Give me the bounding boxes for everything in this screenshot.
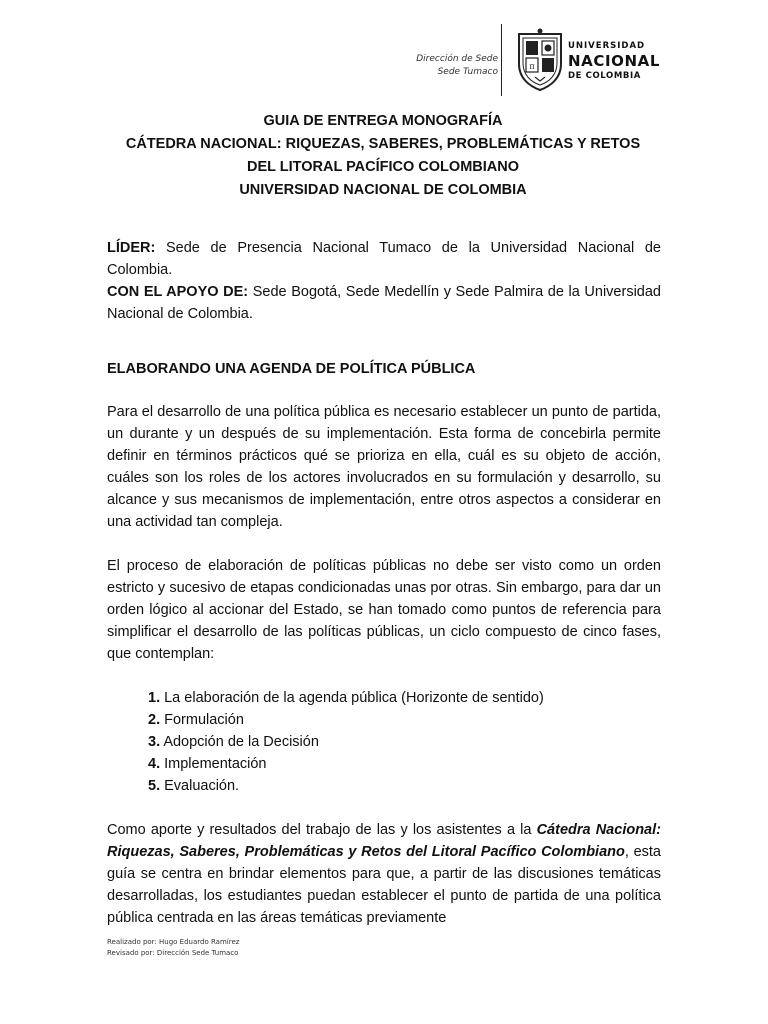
paragraph-3 [107,819,661,929]
list-item [148,775,661,797]
list-item [148,731,661,753]
phase-text: Adopción de la Decisión [160,734,319,750]
paragraph-1: Para el desarrollo de una política pública es necesario establecer un punto de partida, un durante y un después de su implementación. Esta forma de concebirla permite definir en términos prácticos qué se prioriza en ella, cuál es su objeto de acción, cuáles son los roles de los actores involucrados en su formulación y desarrollo, su alcance y sus mecanismos de implementación, entre otros aspectos a considerar en una actividad tan compleja. [107,404,661,530]
header-divider [501,24,502,96]
svg-text:π: π [529,62,535,71]
list-item [148,687,661,709]
phase-number: 3. [148,734,161,750]
phase-list [107,687,661,797]
document-body [107,237,661,929]
sede-label [412,53,498,79]
title-line-4: UNIVERSIDAD NACIONAL DE COLOMBIA [239,182,527,198]
catedra-name: Cátedra Nacional: Riquezas, Saberes, Problemáticas y Retos del Litoral Pacífico Colombiano [107,822,661,860]
page-footer [107,937,239,959]
university-line-2: NACIONAL [568,52,661,70]
phase-number: 5. [148,778,161,794]
support-label: CON EL APOYO DE: [107,284,249,300]
paragraph-2: El proceso de elaboración de políticas públicas no debe ser visto como un orden estricto y sucesivo de etapas condicionadas unas por otras. Sin embargo, para dar un orden lógico al accionar del Estado, se han tomado como puntos de referencia para simplificar el desarrollo de las políticas públicas, un ciclo compuesto de cinco fases, que contemplan: [107,558,661,662]
paragraph-3-part-2: , esta guía se centra en brindar elementos para que, a partir de las discusiones temáticas desarrolladas, los estudiantes puedan establecer el punto de partida de una política pública centrada en las áreas temáticas previamente [107,844,661,926]
support-text: Sede Bogotá, Sede Medellín y Sede Palmira de la Universidad Nacional de Colombia. [107,284,661,322]
title-line-2: CÁTEDRA NACIONAL: RIQUEZAS, SABERES, PROBLEMÁTICAS Y RETOS [125,136,641,152]
title-line-3: DEL LITORAL PACÍFICO COLOMBIANO [246,159,519,175]
leader-text: Sede de Presencia Nacional Tumaco de la Universidad Nacional de Colombia. [107,240,661,278]
sede-line-2: Sede Tumaco [437,67,498,77]
phase-number: 4. [148,756,161,772]
letterhead [412,20,664,100]
phase-text: Implementación [160,756,267,772]
phase-text: La elaboración de la agenda pública (Horizonte de sentido) [160,690,544,706]
document-title [100,110,666,202]
phase-number: 2. [148,712,161,728]
sede-line-1: Dirección de Sede [416,54,498,64]
footer-author: Realizado por: Hugo Eduardo Ramírez [107,938,240,946]
phase-text: Formulación [160,712,244,728]
section-title: ELABORANDO UNA AGENDA DE POLÍTICA PÚBLICA [107,361,476,377]
university-line-1: UNIVERSIDAD [568,41,646,51]
university-name [568,40,664,82]
list-item [148,709,661,731]
title-line-1: GUIA DE ENTREGA MONOGRAFÍA [263,113,503,129]
leader-paragraph [107,237,661,281]
university-line-3: DE COLOMBIA [568,71,641,81]
support-paragraph [107,281,661,325]
list-item [148,753,661,775]
university-seal-icon [515,28,565,92]
footer-reviewer: Revisado por: Dirección Sede Tumaco [107,949,239,957]
phase-text: Evaluación. [160,778,240,794]
phase-number: 1. [148,690,161,706]
leader-label: LÍDER: [107,240,156,256]
paragraph-3-part-1: Como aporte y resultados del trabajo de las y los asistentes a la [107,822,537,838]
